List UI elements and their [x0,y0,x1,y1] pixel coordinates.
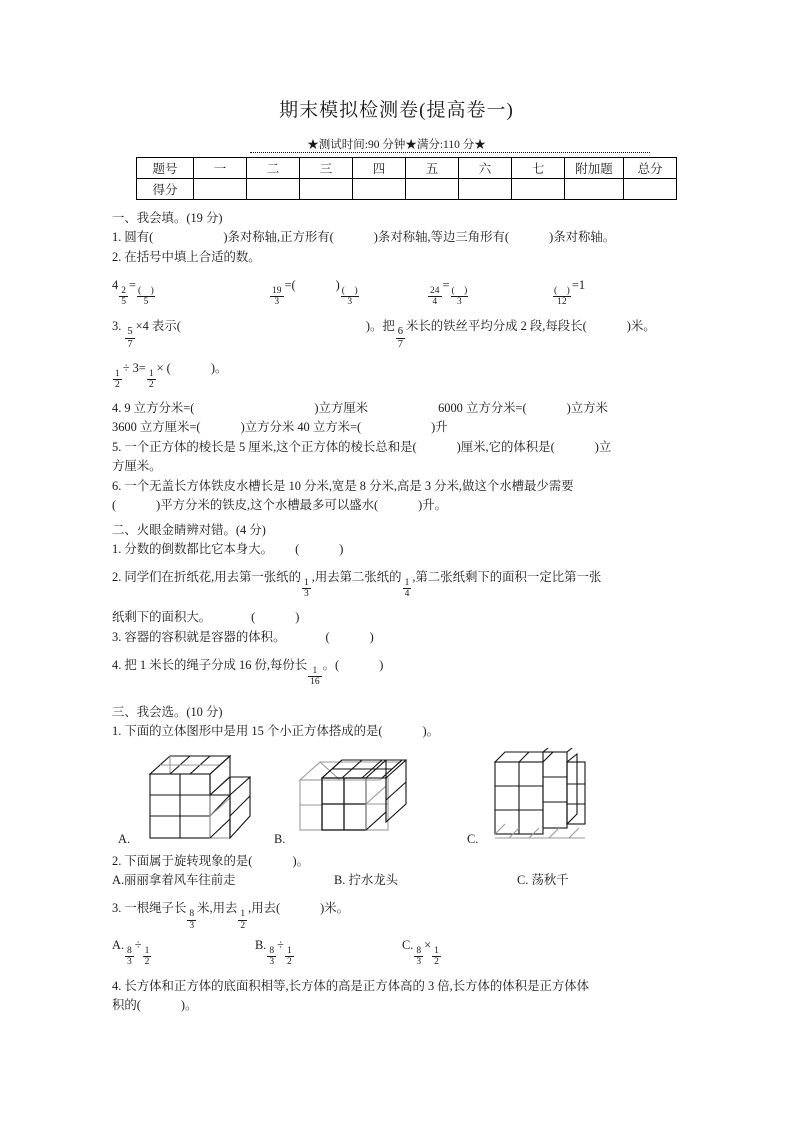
s3q3-opt-a-frac1 [125,946,134,967]
q1-part2: )条对称轴,正方形有( [223,230,334,244]
expr2-answer-blank[interactable]: ( ) [341,285,358,296]
q4-l2a: 3600 立方厘米=( [112,420,201,435]
q3-l2-f2-num: 1 [148,368,154,379]
score-cell-2[interactable] [247,179,300,200]
s3q3-f1-den: 3 [189,920,195,931]
q1-part4: )条对称轴。 [549,230,616,244]
q5-b: )厘米,它的体积是( [456,439,555,454]
q3-lead: 3. [112,319,125,333]
score-cell-total[interactable] [624,179,677,200]
figure-b-label: B. [274,831,286,846]
score-cell-extra[interactable] [565,179,624,200]
s2q4-b: 。( [322,658,340,673]
section3-q1-stem [112,722,682,742]
expr4-den: 12 [557,297,567,308]
s3q3-opt-b-n2: 1 [286,945,292,956]
s2q4-close: ) [379,658,384,673]
exam-info-line: ★测试时间:90 分钟★满分:110 分★ [307,139,486,151]
s2q4-a: 4. 把 1 米长的绳子分成 16 份,每份长 [112,658,308,673]
q6-d: )升。 [418,498,448,513]
s3q1-stem-end: )。 [422,724,440,739]
q3-l2-f2-den: 2 [148,379,154,390]
expr1-num: 2 [121,285,126,296]
s2q2-open: ( [251,610,256,625]
s2q2-fraction-1-4 [403,578,412,599]
cube-figure-b-svg [294,748,414,848]
exam-body [112,208,682,1016]
col-total: 总分 [624,158,677,179]
section1-q1 [112,228,682,248]
col-6: 六 [459,158,512,179]
section3-q2-stem [112,852,682,872]
section2-q4 [112,656,682,687]
expr1-answer-blank[interactable]: ( ) [137,285,154,296]
col-5: 五 [406,158,459,179]
q3-mid3: 米长的铁丝平均分成 2 段,每段长( [406,319,587,333]
expr3-answer-fraction [451,286,469,307]
q3-fraction-6-7 [396,326,405,349]
q3-fraction-5-7 [125,326,134,349]
q3-f2-den: 7 [397,338,404,350]
q4-l2c: )升 [431,420,448,435]
q3-f1-den: 7 [127,338,133,350]
col-2: 二 [247,158,300,179]
s3q3-opt-b-d1: 3 [269,956,275,967]
expr3-equals: = [442,278,450,292]
s2q2-f1-den: 3 [303,589,309,600]
s2q2-b: ,用去第二张纸的 [311,570,402,585]
s2q2-close: ) [295,610,300,625]
expr1-fraction [119,286,128,307]
q3-l2-f1-den: 2 [115,379,120,390]
s3q3-f1-num: 8 [189,909,195,920]
expr-4 [552,276,585,307]
expr-2 [269,276,360,307]
section2-q1 [112,540,682,560]
col-extra: 附加题 [565,158,624,179]
score-cell-5[interactable] [406,179,459,200]
s3q3-d: )米。 [320,901,350,916]
figure-c-label: C. [467,831,479,846]
expr3-answer-den: 3 [457,297,462,308]
q3-l2-end2: )。 [210,360,228,375]
s3q2-stem: 2. 下面属于旋转现象的是( [112,853,253,868]
figure-a-label: A. [118,831,131,846]
section1-q5-line1 [112,438,682,458]
q5-a: 5. 一个正方体的棱长是 5 厘米,这个正方体的棱长总和是( [112,439,417,454]
s3q2-option-a[interactable]: A.丽丽拿着风车往前走 [112,873,236,888]
expr2-answer-fraction [341,286,359,307]
s3q3-opt-a-op: ÷ [134,937,142,952]
s2q4-f-num: 1 [308,666,322,677]
s2q4-f-den: 16 [310,677,320,688]
q3-f1-num: 5 [127,326,133,338]
section1-q6-line1: 6. 一个无盖长方体铁皮水槽长是 10 分米,宽是 8 分米,高是 3 分米,做这个水槽最少需要 [112,478,574,493]
s2q2-fraction-1-3 [302,578,311,599]
s3q3-opt-a-d2: 2 [144,956,150,967]
col-4: 四 [353,158,406,179]
cube-figure-c-svg [485,748,610,848]
section2-q2-line2 [112,608,682,628]
s3q1-stem: 1. 下面的立体图形中是用 15 个小正方体搭成的是( [112,724,383,739]
s3q4-b: 积的( [112,998,141,1013]
q4-l1a: 4. 9 立方分米=( [112,400,195,415]
q4-l1d: )立方米 [566,400,608,415]
s3q3-opt-a-n2: 1 [144,945,150,956]
expr2-open-paren: ( [291,278,296,292]
score-cell-3[interactable] [300,179,353,200]
score-cell-1[interactable] [194,179,247,200]
expr2-den: 3 [274,297,280,308]
expr-3 [427,276,469,307]
s3q3-fraction-1-2 [238,909,247,930]
figure-option-c[interactable] [467,748,610,853]
s3q4-c: )。 [180,998,198,1013]
s3q3-opt-c-label: C. [402,937,414,952]
s3q3-opt-b-op: ÷ [277,937,284,952]
q3-line2-fraction-1 [113,369,122,390]
section1-q2-expressions [112,276,682,308]
s2q1-close: ) [339,541,344,556]
table-row-score [137,179,677,200]
cube-figure-a-svg [136,748,256,848]
s3q3-opt-b-n1: 8 [269,945,275,956]
s2q3-text: 3. 容器的容积就是容器的体积。 [112,629,286,644]
q4-l1b: )立方厘米 [314,400,369,415]
q3-mid1: ×4 表示( [135,319,181,333]
section1-q4-line2 [112,418,682,438]
section2-heading: 二、火眼金睛辨对错。(4 分) [112,522,266,537]
s3q3-opt-a-label: A. [112,937,125,952]
table-row-header [137,158,677,179]
s3q3-a: 3. 一根绳子长 [112,901,187,916]
figure-option-a[interactable] [118,748,256,853]
q4-l1c: 6000 立方分米=( [438,400,527,415]
s3q2-stem-end: )。 [292,853,309,868]
expr2-fraction [270,286,284,307]
s2q4-fraction-1-16 [308,666,322,687]
s3q3-opt-c-n1: 8 [416,945,422,956]
q6-open-paren: ( [112,498,117,513]
expr1-whole: 4 [112,278,119,292]
expr1-equals: = [128,278,136,292]
score-cell-7[interactable] [512,179,565,200]
s3q3-opt-b-frac2 [285,946,294,967]
section2-q3 [112,628,682,648]
row-label-score: 得分 [137,179,194,200]
section1-q4-line1 [112,399,682,419]
expr2-answer-den: 3 [347,297,353,308]
section3-q2-options [112,871,682,890]
expr-1 [112,276,156,307]
expr1-den: 5 [121,297,126,308]
s3q3-option-a[interactable] [112,936,152,967]
s2q2-d: 纸剩下的面积大。 [112,610,212,625]
col-1: 一 [194,158,247,179]
s2q2-f2-num: 1 [404,578,410,589]
section1-q3-line2 [112,359,682,390]
s2q1-open: ( [295,541,300,556]
section3-q3-stem [112,899,682,930]
expr1-answer-fraction [137,286,155,307]
col-3: 三 [300,158,353,179]
s3q3-b: 米,用去 [197,901,238,916]
q3-f2-num: 6 [397,326,404,338]
section3-q3-options [112,937,682,968]
page-title: 期末模拟检测卷(提高卷一) [279,100,514,121]
s2q2-a: 2. 同学们在折纸花,用去第一张纸的 [112,570,301,585]
q3-l2-mid: ÷ 3= [122,360,146,375]
expr4-equals-one: =1 [571,278,586,292]
s3q2-option-c[interactable]: C. 荡秋千 [517,873,569,888]
expr4-answer-blank[interactable]: ( ) [554,285,570,296]
s2q3-close: ) [369,629,374,644]
s2q2-f2-den: 4 [404,589,410,600]
q3-line2-fraction-2 [147,369,156,390]
s3q3-opt-c-frac2 [432,946,441,967]
section1-q2-stem: 2. 在括号中填上合适的数。 [112,249,261,264]
section1-q3-line1 [112,317,682,350]
s3q3-opt-a-n1: 8 [127,945,132,956]
s3q3-option-c[interactable] [402,936,442,967]
section3-heading: 三、我会选。(10 分) [112,705,223,720]
section1-heading: 一、我会填。(19 分) [112,211,223,225]
q3-mid2: )。把 [365,319,395,333]
col-7: 七 [512,158,565,179]
section1-q6-line2 [112,496,682,516]
q1-part3: )条对称轴,等边三角形有( [373,230,510,244]
row-label-number: 题号 [137,158,194,179]
expr3-answer-blank[interactable]: ( ) [451,285,468,296]
q3-mid4: )米。 [626,319,656,333]
q5-c: )立 [594,439,612,454]
dotted-divider [250,152,650,153]
figure-option-b[interactable] [274,748,414,853]
s3q3-opt-c-n2: 1 [434,945,439,956]
section3-q4-line2 [112,996,682,1016]
s2q1-text: 1. 分数的倒数都比它本身大。 [112,541,274,556]
s3q3-f2-num: 1 [240,909,246,920]
expr1-answer-den: 5 [143,297,149,308]
q6-c: )平方分米的铁皮,这个水槽最多可以盛水( [156,498,379,513]
score-cell-6[interactable] [459,179,512,200]
s3q2-option-b[interactable]: B. 拧水龙头 [334,873,399,888]
s2q2-f1-num: 1 [303,578,309,589]
s3q3-opt-c-op: × [424,937,432,952]
expr3-num: 24 [430,285,440,296]
s3q3-opt-b-d2: 2 [286,956,292,967]
score-table [136,157,677,200]
expr2-num: 19 [272,285,282,296]
section1-q5-line2: 方厘米。 [112,459,162,474]
s3q3-c: ,用去( [248,901,281,916]
s3q3-opt-c-d2: 2 [434,956,439,967]
s3q3-fraction-8-3 [187,909,196,930]
s3q3-opt-a-d1: 3 [127,956,132,967]
s3q3-opt-a-frac2 [143,946,152,967]
q3-l2-f1-num: 1 [115,368,120,379]
s3q3-opt-c-frac1 [414,946,423,967]
s3q3-opt-b-frac1 [267,946,276,967]
s2q2-c: ,第二张纸剩下的面积一定比第一张 [412,570,602,585]
expr2-close-paren: ) [335,278,340,292]
s2q3-open: ( [325,629,330,644]
score-cell-4[interactable] [353,179,406,200]
section3-q4-line1: 4. 长方体和正方体的底面积相等,长方体的高是正方体高的 3 倍,长方体的体积是正方体体 [112,978,590,993]
section3-q1-figures [112,748,682,852]
s3q3-opt-b-label: B. [255,937,267,952]
q3-l2-end1: × ( [156,360,171,375]
s3q3-opt-c-d1: 3 [416,956,422,967]
section2-q2-line1 [112,568,682,599]
expr2-equals: = [284,278,292,292]
s3q3-f2-den: 2 [240,920,246,931]
expr4-answer-fraction [553,286,571,307]
q1-part1: 1. 圆有( [112,230,154,244]
expr3-den: 4 [432,297,438,308]
s3q3-option-b[interactable] [255,936,295,967]
q4-l2b: )立方分米 40 立方米=( [240,420,362,435]
expr3-fraction [428,286,442,307]
